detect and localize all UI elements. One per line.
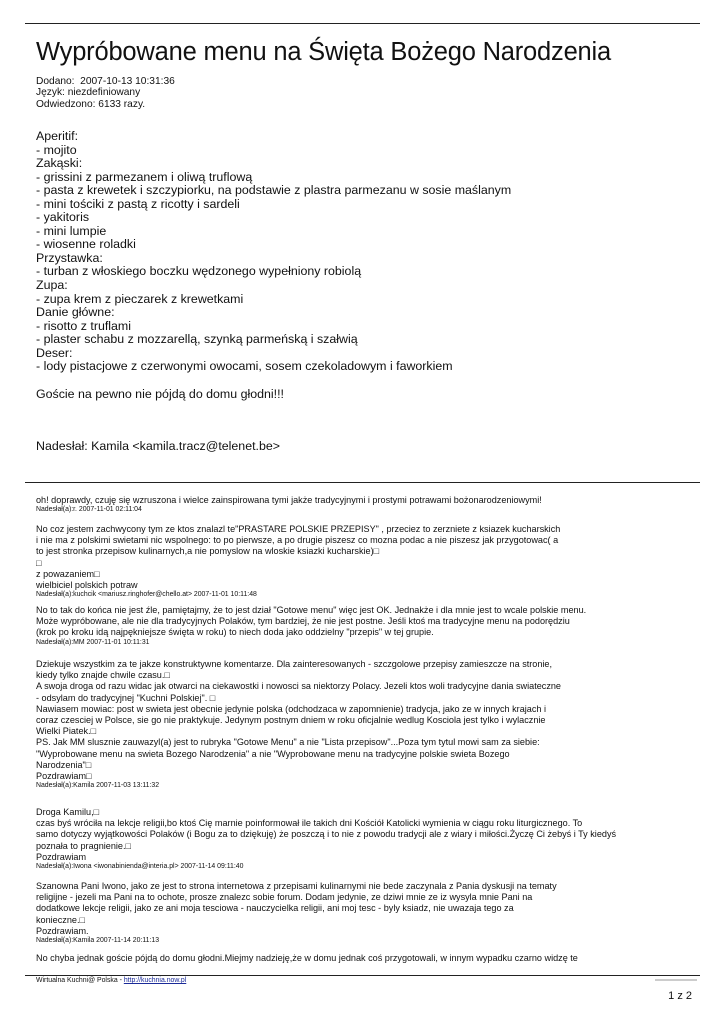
meta-added: Dodano: 2007-10-13 10:31:36 — [36, 76, 175, 87]
comment — [36, 881, 557, 946]
menu-line: Zakąski: — [36, 156, 83, 171]
comment-text-line: Dziekuje wszystkim za te jakze konstruktywne komentarze. Dla zainteresowanych - szczgolowe przepisy zamieszcze na stronie, — [36, 659, 553, 669]
comment-text-line: Wielki Piatek.□ — [36, 726, 97, 737]
comment-text-line: A swoja droga od razu widac jak otwarci na ciekawostki i nowosci sa niektorzy Polacy. Jezeli ktos woli tradycyjne dania swiateczne — [36, 681, 561, 692]
menu-line: - wiosenne roladki — [36, 237, 136, 252]
comment-text-line: (krok po kroku idą najpękniejsze święta w roku) to niech doda jako oddzielny "przepis" w tej grupie. — [36, 627, 434, 638]
comment-signature: Nadesłał(a):r. 2007-11-01 02:11:04 — [36, 506, 142, 514]
menu-line: - pasta z krewetek i szczypiorku, na podstawie z plastra parmezanu w sosie maślanym — [36, 183, 512, 198]
comment-text-line: z powazaniem□ — [36, 568, 100, 579]
comment — [36, 495, 542, 515]
menu-line: - yakitoris — [36, 210, 90, 225]
comment-signature: Nadesłał(a):MM 2007-11-01 10:11:31 — [36, 638, 150, 646]
comment-text-line: □ — [36, 557, 42, 568]
top-rule — [25, 23, 700, 24]
comment-signature: Nadesłał(a):Kamila 2007-11-14 20:11:13 — [36, 937, 160, 945]
recipe-meta — [36, 76, 175, 110]
comment-text-line: Nawiasem mowiac: post w swieta jest obecnie jedynie polska (odchodzaca w zapomnienie) tradycja, jako ze w innych krajach i — [36, 703, 546, 714]
comment-text-line: - odsylam do tradycyjnej "Kuchni Polskiej". □ — [36, 692, 216, 703]
comment-text-line: to jest stronka przepisow kulinarnych,a nie pomyslow na wloskie ksiazki kucharskie)□ — [36, 546, 380, 557]
page-title: Wypróbowane menu na Święta Bożego Narodzenia — [36, 38, 611, 66]
comment-signature: Nadesłał(a):Kamila 2007-11-03 13:11:32 — [36, 782, 160, 790]
comment-signature: Nadesłał(a):kuchcik <mariusz.ringhofer@chello.at> 2007-11-01 10:11:48 — [36, 591, 257, 599]
comment — [36, 807, 616, 872]
comment-text-line: No to tak do końca nie jest źle, pamiętajmy, że to jest dział "Gotowe menu" więc jest OK. Jednakże i dla mnie jest to wcale polskie menu. — [36, 605, 587, 615]
comment-text-line: Narodzenia"□ — [36, 759, 92, 770]
comment-text-line: Pozdrawiam. — [36, 925, 89, 936]
comment-text-line: samo dotyczy wyjątkowości Polaków (i Bogu za to dziękuję) że poszczą i to nie z powodu tradycji ale z wiary i miłości.Życzę Ci żebyś i Ty kiedyś — [36, 829, 617, 840]
menu-line: Deser: — [36, 345, 73, 360]
comment-text-line: dodatkowe lekcje religii, jako ze ani moja tesciowa - nauczycielka religii, ani moj tesc - byly ksiadz, nie uwazaja tego za — [36, 903, 514, 914]
menu-line: - plaster schabu z mozzarellą, szynką parmeńską i szałwią — [36, 332, 358, 347]
comment — [36, 659, 561, 791]
comment-signature: Nadesłał(a):Iwona <iwonabinienda@interia.pl> 2007-11-14 09:11:40 — [36, 863, 244, 871]
menu-line: - turban z włoskiego boczku wędzonego wypełniony robiolą — [36, 264, 362, 279]
comment-text-line: No chyba jednak goście pójdą do domu głodni.Miejmy nadzieję,że w domu jednak coś przygotowali, w innym wypadku czarno widzę te — [36, 953, 578, 963]
meta-language: Język: niezdefiniowany — [36, 87, 141, 99]
footer-rule — [25, 975, 700, 976]
comment-text-line: PS. Jak MM slusznie zauwazyl(a) jest to rubryka "Gotowe Menu" a nie "Lista przepisow"...Poza tym tytul mowi sam za siebie: — [36, 737, 540, 748]
comment-text-line: i nie ma z polskimi swietami nic wspolnego: to po pierwsze, a po drugie piszesz co mozna podac a nie piszesz jak przygotowac( a — [36, 535, 559, 546]
closing-line: Goście na pewno nie pójdą do domu głodni!!! — [36, 387, 284, 401]
menu-line: Przystawka: — [36, 250, 103, 265]
footer-mark — [655, 979, 697, 981]
menu-line: - zupa krem z pieczarek z krewetkami — [36, 291, 244, 306]
comment-text-line: poznała to pragnienie.□ — [36, 840, 131, 851]
comment-text-line: No coz jestem zachwycony tym ze ktos znalazl te"PRASTARE POLSKIE PRZEPISY" , przeciez to zerzniete z ksiazek kucharskich — [36, 524, 561, 534]
menu-line: Aperitif: — [36, 129, 79, 143]
menu-list — [36, 130, 511, 374]
comment-text-line: Może wypróbowane, ale nie dla tradycyjnych Polaków, tym bardziej, że nie jest postne. Jeśli ktoś ma tradycyjne menu na podorędziu — [36, 616, 570, 627]
comment — [36, 524, 560, 600]
menu-line: - mini lumpie — [36, 223, 107, 238]
menu-line: Danie główne: — [36, 305, 115, 320]
comment-text-line: kiedy tylko znajde chwile czasu.□ — [36, 670, 170, 681]
menu-line: - risotto z truflami — [36, 318, 132, 333]
comment-text-line: coraz czesciej w Polsce, sie go nie praktykuje. Jedynym postnym dniem w roku oficjalnie wedlug Kosciola jest tylko i wylacznie — [36, 715, 546, 726]
menu-line: Zupa: — [36, 278, 68, 293]
menu-line: - lody pistacjowe z czerwonymi owocami, sosem czekoladowym i faworkiem — [36, 359, 453, 374]
author-line: Nadesłał: Kamila <kamila.tracz@telenet.be> — [36, 439, 280, 453]
footer-site-name: Wirtualna Kuchni@ Polska - — [36, 977, 124, 984]
menu-line: - grissini z parmezanem i oliwą truflową — [36, 169, 253, 184]
comment-text-line: religijne - jezeli ma Pani na to ochote, prosze znalezc sobie forum. Dodam jedynie, ze dziwi mnie ze iz wysyla mnie Pani na — [36, 892, 533, 903]
meta-visited: Odwiedzono: 6133 razy. — [36, 98, 146, 110]
comment — [36, 605, 586, 647]
menu-line: - mini tościki z pastą z ricotty i sardeli — [36, 196, 240, 211]
comment-text-line: wielbiciel polskich potraw — [36, 580, 138, 591]
menu-line: - mojito — [36, 142, 77, 157]
comment-text-line: Pozdrawiam□ — [36, 771, 92, 782]
comment-text-line: Pozdrawiam — [36, 851, 87, 862]
comment-text-line: Szanowna Pani Iwono, jako ze jest to strona internetowa z przepisami kulinarnymi nie bede zaczynala z Pania dyskusji na tematy — [36, 881, 557, 891]
comment-text-line: Droga Kamilu,□ — [36, 807, 100, 817]
page-number: 1 z 2 — [668, 990, 692, 1002]
comment-text-line: "Wyprobowane menu na swieta Bozego Narodzenia" a nie "Wyprobowane menu na tradycyjne polskie swieta Bozego — [36, 748, 510, 759]
comment-text-line: konieczne.□ — [36, 914, 85, 925]
footer-site — [36, 977, 186, 984]
comment — [36, 953, 578, 964]
footer-link[interactable]: http://kuchnia.now.pl — [123, 977, 187, 984]
comment-text-line: oh! doprawdy, czuję się wzruszona i wielce zainspirowana tymi jakże tradycyjnymi i prostymi potrawami bożonarodzeniowymi! — [36, 495, 542, 505]
comments-divider — [25, 482, 700, 483]
comment-text-line: czas byś wróciła na lekcje religii,bo ktoś Cię marnie poinformował ile takich dni Kościół Katolicki wymienia w ciągu roku liturgicznego. To — [36, 818, 583, 829]
